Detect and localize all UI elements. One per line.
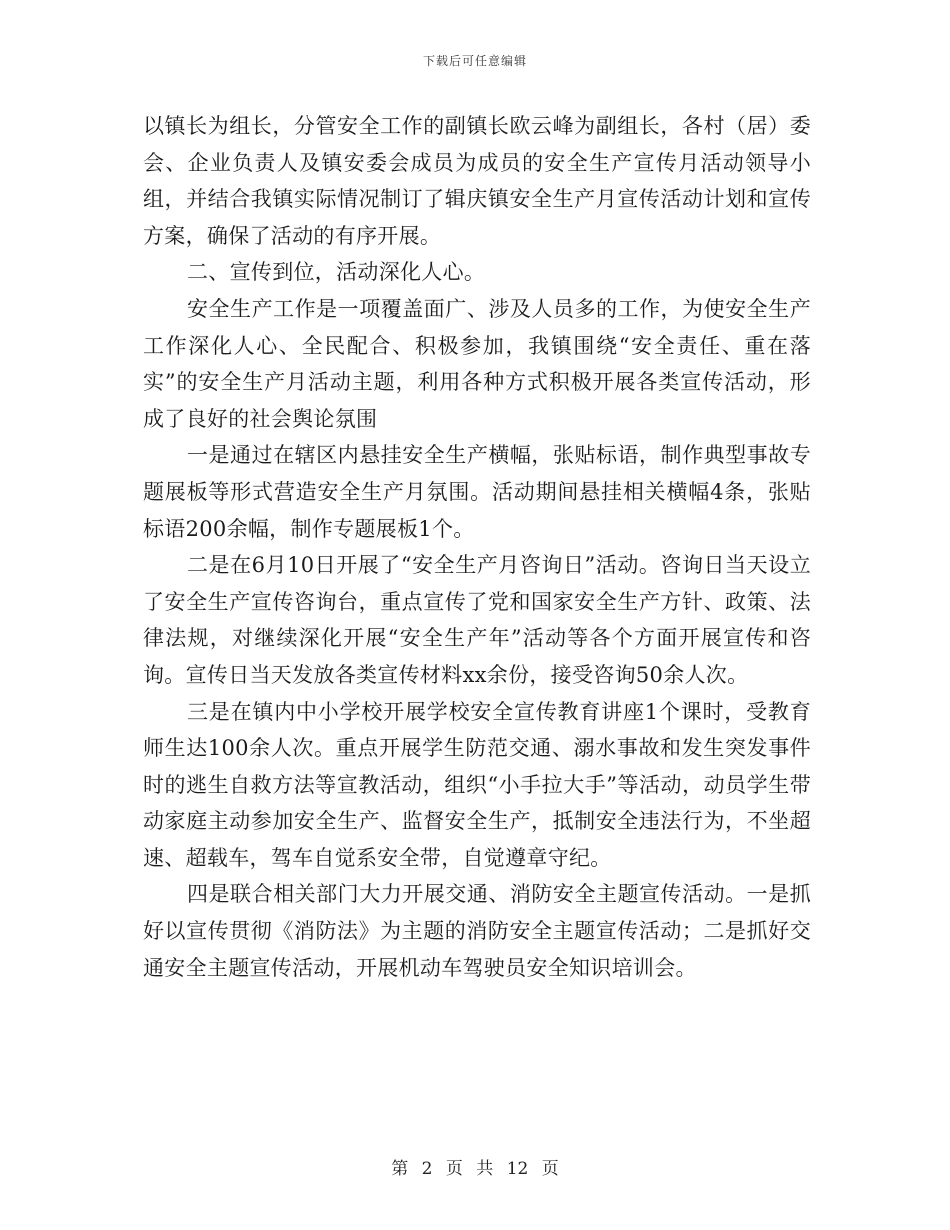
page-number-footer: 第 2 页 共 12 页 xyxy=(391,1159,559,1179)
paragraph-item-two: 二是在6月10日开展了“安全生产月咨询日”活动。咨询日当天设立了安全生产宣传咨询台，重点宣传了党和国家安全生产方针、政策、法律法规，对继续深化开展“安全生产年”活动等各个方面开展宣传和咨询。宣传日当天发放各类宣传材料xx余份，接受咨询50余人次。 xyxy=(143,553,811,687)
document-body xyxy=(143,108,811,986)
paragraph-leadership: 以镇长为组长，分管安全工作的副镇长欧云峰为副组长，各村（居）委会、企业负责人及镇安委会成员为成员的安全生产宣传月活动领导小组，并结合我镇实际情况制订了辑庆镇安全生产月宣传活动计划和宣传方案，确保了活动的有序开展。 xyxy=(143,114,811,248)
page-header: 下载后可任意编辑 xyxy=(422,54,527,68)
paragraph-item-one: 一是通过在辖区内悬挂安全生产横幅，张贴标语，制作典型事故专题展板等形式营造安全生产月氛围。活动期间悬挂相关横幅4条，张贴标语200余幅，制作专题展板1个。 xyxy=(143,443,811,541)
paragraph-item-four: 四是联合相关部门大力开展交通、消防安全主题宣传活动。一是抓好以宣传贯彻《消防法》为主题的消防安全主题宣传活动；二是抓好交通安全主题宣传活动，开展机动车驾驶员安全知识培训会。 xyxy=(143,882,811,980)
paragraph-item-three: 三是在镇内中小学校开展学校安全宣传教育讲座1个课时，受教育师生达100余人次。重点开展学生防范交通、溺水事故和发生突发事件时的逃生自救方法等宣教活动，组织“小手拉大手”等活动，动员学生带动家庭主动参加安全生产、监督安全生产，抵制安全违法行为，不坐超速、超载车，驾车自觉系安全带，自觉遵章守纪。 xyxy=(143,699,811,870)
section-heading-publicity: 二、宣传到位，活动深化人心。 xyxy=(187,260,486,285)
paragraph-overview: 安全生产工作是一项覆盖面广、涉及人员多的工作，为使安全生产工作深化人心、全民配合、积极参加，我镇围绕“安全责任、重在落实”的安全生产月活动主题，利用各种方式积极开展各类宣传活动，形成了良好的社会舆论氛围 xyxy=(143,296,811,431)
